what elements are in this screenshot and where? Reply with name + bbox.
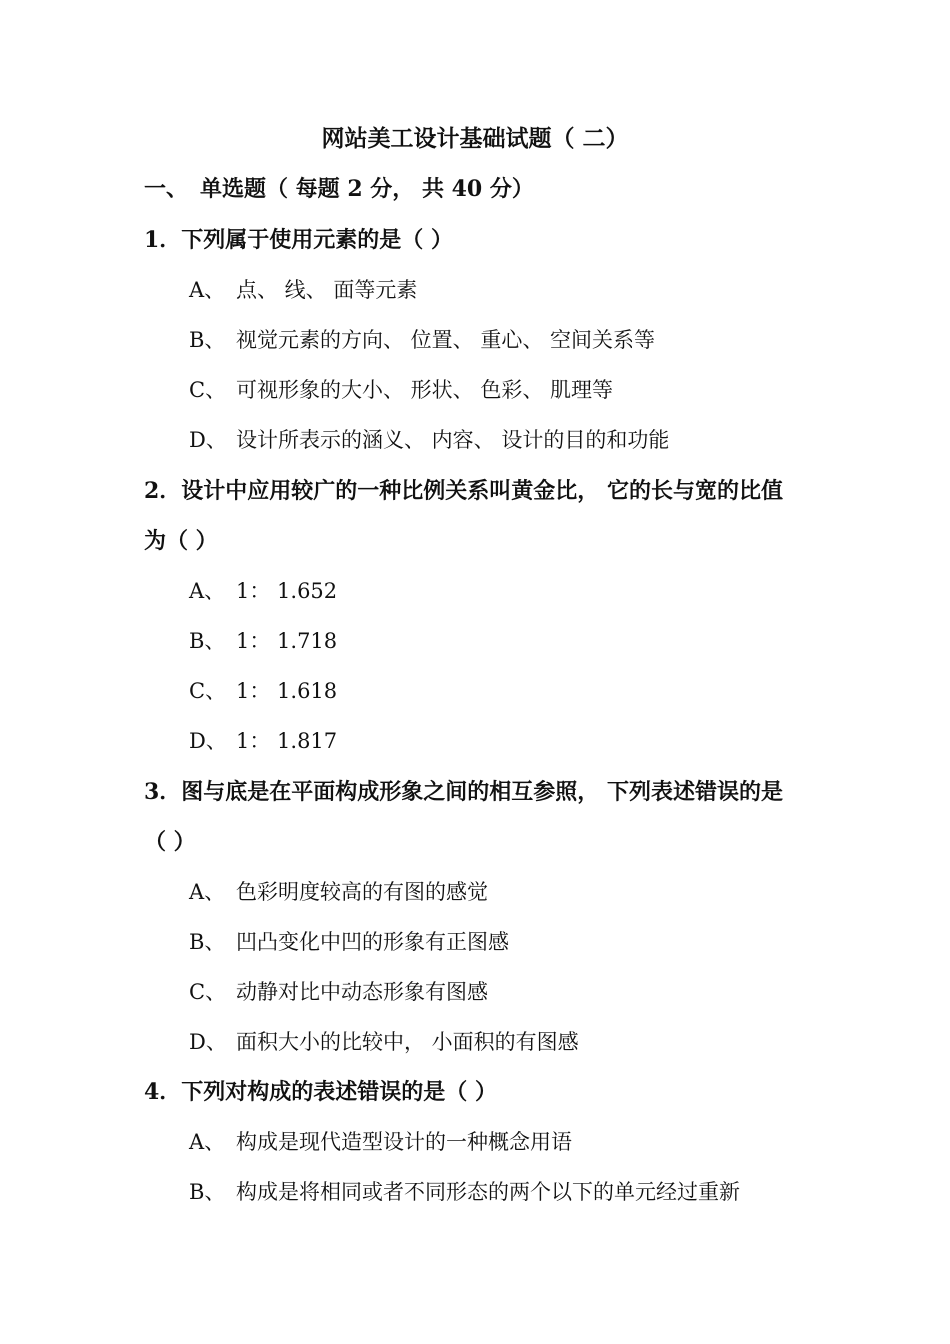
question-2-option-c — [189, 675, 337, 705]
question-2-stem-continued: 为（ ） — [144, 528, 218, 554]
option-letter: B、 — [189, 930, 226, 954]
question-2-option-d — [189, 725, 337, 755]
option-text: 动静对比中动态形象有图感 — [236, 980, 488, 1004]
question-1-option-d — [189, 424, 669, 454]
question-3-stem-continued: （ ） — [144, 829, 196, 855]
question-3-option-b — [189, 926, 509, 956]
option-letter: B、 — [189, 629, 226, 653]
question-1-stem: 1．下列属于使用元素的是（ ） — [144, 227, 453, 253]
question-1-option-b — [189, 324, 655, 354]
option-letter: A、 — [189, 1130, 226, 1154]
question-4-option-b — [189, 1176, 740, 1206]
question-4-stem: 4．下列对构成的表述错误的是（ ） — [144, 1079, 497, 1105]
option-letter: C、 — [189, 679, 227, 703]
question-1-option-c — [189, 374, 613, 404]
page-title: 网站美工设计基础试题（ 二） — [321, 125, 629, 152]
option-text: 设计所表示的涵义、 内容、 设计的目的和功能 — [236, 428, 670, 452]
option-text: 1： 1.718 — [236, 629, 338, 653]
option-text: 色彩明度较高的有图的感觉 — [236, 880, 488, 904]
question-3-stem: 3．图与底是在平面构成形象之间的相互参照， 下列表述错误的是 — [144, 779, 783, 805]
option-text: 1： 1.652 — [236, 579, 338, 603]
question-4-option-a — [189, 1126, 572, 1156]
option-text: 点、 线、 面等元素 — [236, 278, 418, 302]
option-letter: A、 — [189, 880, 226, 904]
question-3-option-d — [189, 1026, 579, 1056]
option-text: 构成是现代造型设计的一种概念用语 — [236, 1130, 572, 1154]
question-1-option-a — [189, 274, 417, 304]
option-letter: C、 — [189, 378, 227, 402]
option-text: 视觉元素的方向、 位置、 重心、 空间关系等 — [236, 328, 656, 352]
option-text: 构成是将相同或者不同形态的两个以下的单元经过重新 — [236, 1180, 740, 1204]
option-text: 凹凸变化中凹的形象有正图感 — [236, 930, 509, 954]
option-letter: C、 — [189, 980, 227, 1004]
question-2-stem: 2．设计中应用较广的一种比例关系叫黄金比， 它的长与宽的比值 — [144, 478, 783, 504]
option-text: 面积大小的比较中， 小面积的有图感 — [236, 1030, 579, 1054]
question-3-option-a — [189, 876, 488, 906]
question-2-option-b — [189, 625, 337, 655]
section-heading — [144, 172, 534, 203]
option-letter: A、 — [189, 278, 226, 302]
option-letter: D、 — [189, 428, 227, 452]
option-letter: D、 — [189, 1030, 227, 1054]
option-text: 1： 1.618 — [236, 679, 338, 703]
option-letter: A、 — [189, 579, 226, 603]
option-text: 可视形象的大小、 形状、 色彩、 肌理等 — [236, 378, 614, 402]
option-letter: D、 — [189, 729, 227, 753]
option-text: 1： 1.817 — [236, 729, 338, 753]
question-2-option-a — [189, 575, 337, 605]
section-number: 一、 — [144, 176, 189, 202]
section-title: 单选题（ 每题 2 分， 共 40 分） — [200, 176, 534, 202]
option-letter: B、 — [189, 1180, 226, 1204]
question-3-option-c — [189, 976, 488, 1006]
option-letter: B、 — [189, 328, 226, 352]
